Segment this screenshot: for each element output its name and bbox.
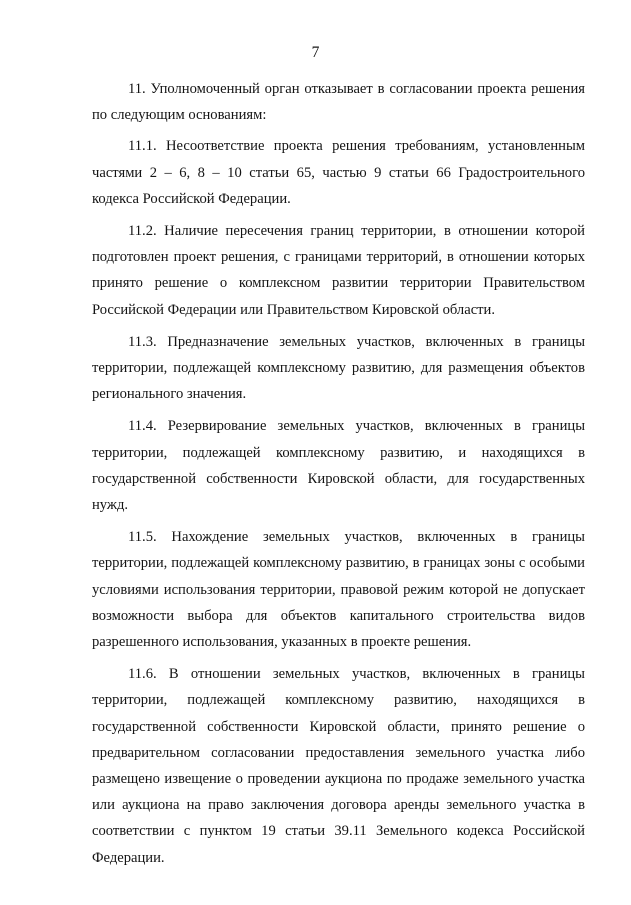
paragraph-11-5: 11.5. Нахождение земельных участков, включенных в границы территории, подлежащей комплексному развитию, в границах зоны с особыми условиями использования территории, правовой режим которой не допускает возможности выбора для объектов капитального строительства видов разрешенного использования, указанных в проекте решения. bbox=[92, 529, 585, 651]
paragraph-11-4: 11.4. Резервирование земельных участков, включенных в границы территории, подлежащей комплексному развитию, и находящихся в государственной собственности Кировской области, для государственных нужд. bbox=[92, 418, 585, 514]
paragraph-11-6: 11.6. В отношении земельных участков, включенных в границы территории, подлежащей комплексному развитию, находящихся в государственной собственности Кировской области, принято решение о предварительном согласовании предоставления земельного участка либо размещено извещение о проведении аукциона по продаже земельного участка или аукциона на право заключения договора аренды земельного участка в соответствии с пунктом 19 статьи 39.11 Земельного кодекса Российской Федерации. bbox=[92, 666, 585, 866]
document-body bbox=[92, 76, 585, 871]
paragraph-11-2: 11.2. Наличие пересечения границ территории, в отношении которой подготовлен проект решения, с границами территорий, в отношении которых принято решение о комплексном развитии территории Правительством Российской Федерации или Правительством Кировской области. bbox=[92, 223, 585, 318]
page-number: 7 bbox=[311, 44, 320, 61]
paragraph-11-3: 11.3. Предназначение земельных участков, включенных в границы территории, подлежащей комплексному развитию, для размещения объектов регионального значения. bbox=[92, 333, 585, 403]
paragraph-11-1: 11.1. Несоответствие проекта решения требованиям, установленным частями 2 – 6, 8 – 10 статьи 65, частью 9 статьи 66 Градостроительного кодекса Российской Федерации. bbox=[92, 138, 585, 207]
paragraph-11: 11. Уполномоченный орган отказывает в согласовании проекта решения по следующим основаниям: bbox=[92, 81, 585, 124]
